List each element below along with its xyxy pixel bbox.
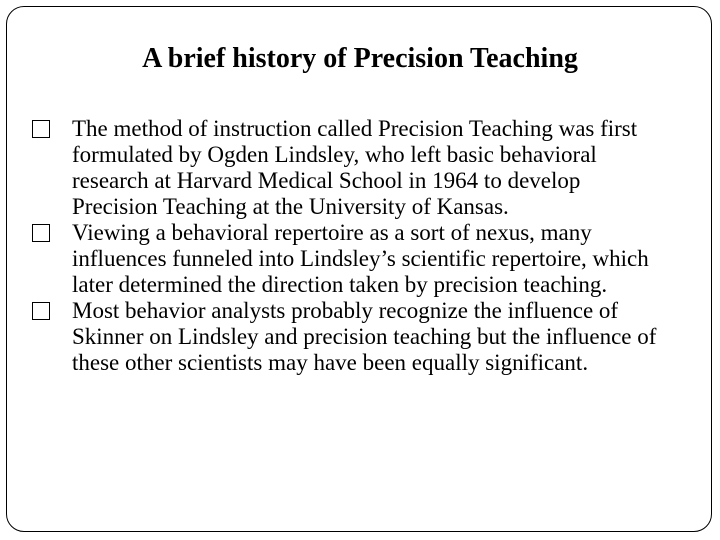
bullet-item (28, 298, 668, 376)
slide-title: A brief history of Precision Teaching (142, 43, 578, 74)
bullet-item (28, 220, 668, 298)
bullet-text: Most behavior analysts probably recognize the influence of Skinner on Lindsley and precision teaching but the influence of these other scientists may have been equally significant. (72, 298, 657, 375)
bullet-list (28, 116, 668, 376)
bullet-item (28, 116, 668, 220)
square-bullet-icon (32, 120, 50, 138)
bullet-text: The method of instruction called Precision Teaching was first formulated by Ogden Lindsley, who left basic behavioral research at Harvard Medical School in 1964 to develop Precision Teaching at the University of Kansas. (72, 116, 638, 219)
bullet-text: Viewing a behavioral repertoire as a sort of nexus, many influences funneled into Lindsley’s scientific repertoire, which later determined the direction taken by precision teaching. (72, 220, 649, 297)
square-bullet-icon (32, 224, 50, 242)
square-bullet-icon (32, 302, 50, 320)
